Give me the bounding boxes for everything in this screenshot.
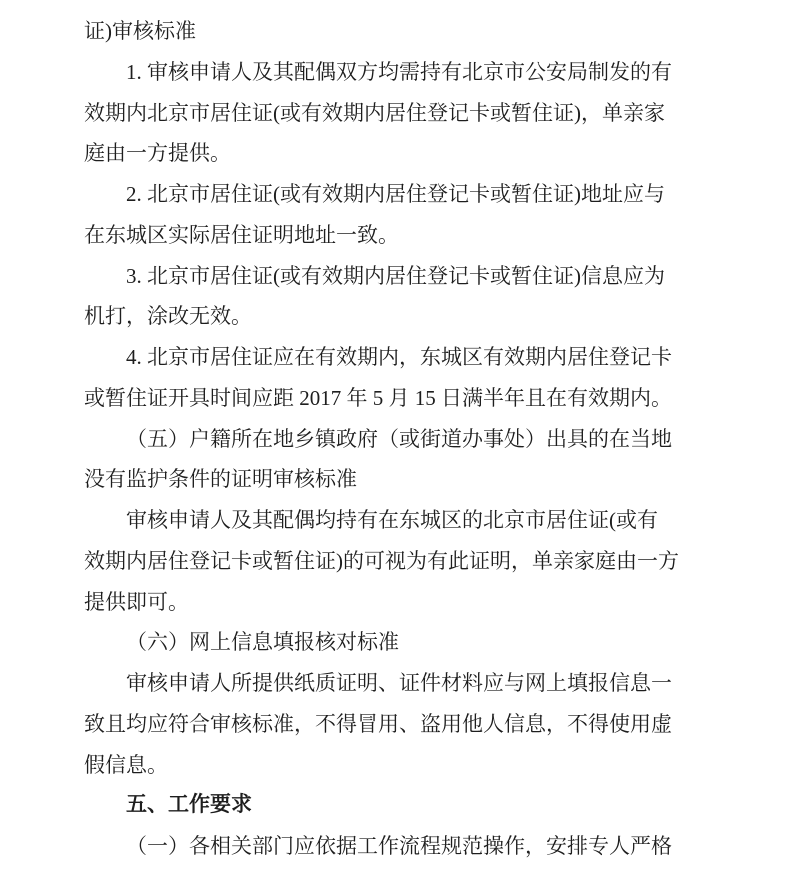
- paragraph: [84, 826, 707, 867]
- text-line: 效期内北京市居住证(或有效期内居住登记卡或暂住证)，单亲家: [84, 100, 665, 125]
- text-line: 致且均应符合审核标准，不得冒用、盗用他人信息，不得使用虚: [84, 711, 672, 736]
- text-line: 假信息。: [84, 752, 168, 777]
- paragraph: [84, 256, 707, 338]
- text-line: 没有监护条件的证明审核标准: [84, 467, 357, 492]
- text-line: 庭由一方提供。: [84, 141, 231, 166]
- paragraph: [84, 337, 707, 419]
- text-line: 证)审核标准: [84, 19, 196, 43]
- document-body: [84, 11, 707, 867]
- text-line: （六）网上信息填报核对标准: [126, 630, 399, 655]
- paragraph: [84, 419, 707, 501]
- paragraph: [84, 174, 707, 256]
- text-line: 审核申请人及其配偶均持有在东城区的北京市居住证(或有: [126, 508, 658, 532]
- text-line: 提供即可。: [84, 589, 189, 614]
- text-line: 1. 审核申请人及其配偶双方均需持有北京市公安局制发的有: [126, 59, 672, 84]
- text-line: 2. 北京市居住证(或有效期内居住登记卡或暂住证)地址应与: [126, 182, 665, 206]
- text-line: 4. 北京市居住证应在有效期内，东城区有效期内居住登记卡: [126, 345, 672, 369]
- text-line: 机打，涂改无效。: [84, 304, 252, 329]
- text-line: （五）户籍所在地乡镇政府（或街道办事处）出具的在当地: [126, 426, 672, 451]
- paragraph: [84, 11, 707, 52]
- paragraph: [84, 622, 707, 663]
- text-line: 在东城区实际居住证明地址一致。: [84, 222, 399, 247]
- paragraph: [84, 52, 707, 174]
- text-line: （一）各相关部门应依据工作流程规范操作，安排专人严格: [126, 834, 672, 858]
- text-line: 五、工作要求: [126, 793, 252, 817]
- paragraph: [84, 500, 707, 622]
- section-heading: [84, 785, 707, 826]
- text-line: 3. 北京市居住证(或有效期内居住登记卡或暂住证)信息应为: [126, 263, 665, 288]
- paragraph: [84, 663, 707, 785]
- text-line: 或暂住证开具时间应距 2017 年 5 月 15 日满半年且在有效期内。: [84, 385, 672, 410]
- text-line: 效期内居住登记卡或暂住证)的可视为有此证明，单亲家庭由一方: [84, 548, 679, 573]
- text-line: 审核申请人所提供纸质证明、证件材料应与网上填报信息一: [126, 671, 672, 695]
